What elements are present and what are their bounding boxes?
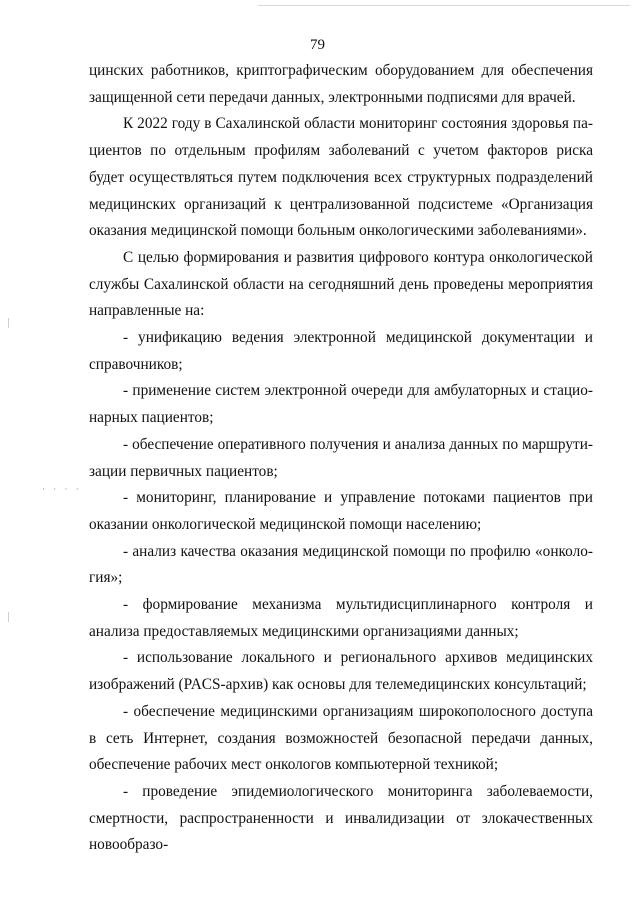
body-text	[89, 58, 593, 859]
margin-tick-mark	[8, 318, 9, 328]
list-item: - мониторинг, планирование и управление потоками пациентов при оказании онкологической медицинской помощи населению;	[89, 489, 593, 533]
paragraph: цинских работников, криптографическим оборудованием для обеспечения защищенной сети передачи данных, электронными подписями для врачей.	[89, 62, 593, 106]
list-item: - формирование механизма мультидисциплинарного контроля и анализа предоставляемых медицинскими организациями данных;	[89, 596, 593, 640]
page-number: 79	[310, 37, 325, 53]
top-edge-rule	[258, 5, 630, 6]
list-item: - обеспечение оперативного получения и анализа данных по маршрутизации первичных пациентов;	[89, 435, 593, 480]
paragraph: К 2022 году в Сахалинской области мониторинг состояния здоровья пациентов по отдельным профилям заболеваний с учетом факторов риска будет осуществляться путем подключения всех структурных подразделений медицинских организаций к централизованной подсистеме «Организация оказания медицинской помощи больным онкологическими заболеваниями».	[89, 115, 593, 240]
list-item: - обеспечение медицинскими организациям широкополосного доступа в сеть Интернет, создания возможностей безопасной передачи данных, обеспечение рабочих мест онкологов компьютерной техникой;	[89, 702, 593, 774]
list-item: - унификацию ведения электронной медицинской документации и справочников;	[89, 329, 593, 373]
margin-dot-marks: · · · ·	[42, 484, 82, 494]
list-item: - использование локального и регионального архивов медицинских изображений (PACS-архив) как основы для телемедицинских консультаций;	[89, 649, 593, 694]
list-item: - анализ качества оказания медицинской помощи по профилю «онкология»;	[89, 542, 593, 587]
list-item: - применение систем электронной очереди для амбулаторных и стационарных пациентов;	[89, 382, 593, 427]
paragraph: С целью формирования и развития цифрового контура онкологической службы Сахалинской области на сегодняшний день проведены мероприятия направленные на:	[89, 248, 593, 320]
list-item: - проведение эпидемиологического мониторинга заболеваемости, смертности, распространенности и инвалидизации от злокачественных новообразо-	[89, 782, 593, 854]
margin-tick-mark	[8, 612, 9, 622]
